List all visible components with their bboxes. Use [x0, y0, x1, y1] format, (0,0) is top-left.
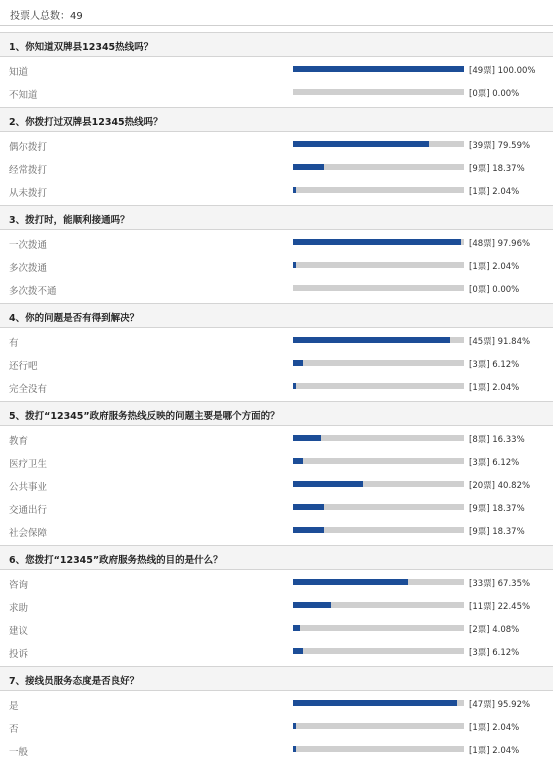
bar-fill [293, 579, 408, 585]
option-label: 是 [9, 701, 19, 712]
option-row [0, 376, 553, 399]
option-value: [20票] 40.82% [469, 481, 531, 491]
bar-fill [293, 458, 303, 464]
option-row [0, 716, 553, 739]
bar-track [293, 285, 464, 291]
question-header [0, 666, 553, 691]
option-row [0, 641, 553, 664]
option-row [0, 451, 553, 474]
option-row [0, 353, 553, 376]
option-value: [49票] 100.00% [469, 66, 536, 76]
bar-track [293, 746, 464, 752]
bar-track [293, 239, 464, 245]
option-value: [9票] 18.37% [469, 164, 525, 174]
option-value: [3票] 6.12% [469, 458, 520, 468]
option-label: 社会保障 [9, 528, 48, 539]
option-value: [1票] 2.04% [469, 187, 520, 197]
option-label: 还行吧 [9, 361, 38, 372]
bar-fill [293, 602, 331, 608]
bar-track [293, 458, 464, 464]
bar-track [293, 481, 464, 487]
option-value: [3票] 6.12% [469, 648, 520, 658]
option-label: 偶尔拨打 [9, 142, 48, 153]
question-header [0, 401, 553, 426]
option-label: 公共事业 [9, 482, 48, 493]
option-value: [39票] 79.59% [469, 141, 531, 151]
bar-fill [293, 504, 324, 510]
divider [0, 25, 553, 26]
option-label: 求助 [9, 603, 29, 614]
option-value: [9票] 18.37% [469, 527, 525, 537]
bar-fill [293, 648, 303, 654]
option-row [0, 278, 553, 301]
option-label: 投诉 [9, 649, 29, 660]
option-row [0, 618, 553, 641]
bar-fill [293, 723, 296, 729]
option-label: 完全没有 [9, 384, 48, 395]
bar-fill [293, 481, 363, 487]
option-value: [11票] 22.45% [469, 602, 531, 612]
bar-track [293, 187, 464, 193]
bar-fill [293, 435, 321, 441]
question-title: 1、你知道双牌县12345热线吗？ [9, 42, 154, 53]
option-row [0, 474, 553, 497]
option-value: [8票] 16.33% [469, 435, 525, 445]
option-value: [1票] 2.04% [469, 746, 520, 756]
option-value: [45票] 91.84% [469, 337, 531, 347]
bar-track [293, 89, 464, 95]
option-row [0, 180, 553, 203]
bar-track [293, 625, 464, 631]
option-row [0, 739, 553, 762]
option-row [0, 497, 553, 520]
bar-fill [293, 239, 461, 245]
option-value: [2票] 4.08% [469, 625, 520, 635]
option-row [0, 134, 553, 157]
option-label: 建议 [9, 626, 29, 637]
option-row [0, 520, 553, 543]
option-label: 交通出行 [9, 505, 48, 516]
bar-track [293, 337, 464, 343]
option-row [0, 59, 553, 82]
option-value: [0票] 0.00% [469, 285, 520, 295]
option-row [0, 595, 553, 618]
question-header [0, 32, 553, 57]
bar-fill [293, 527, 324, 533]
option-value: [47票] 95.92% [469, 700, 531, 710]
bar-fill [293, 360, 303, 366]
option-label: 一般 [9, 747, 29, 758]
option-value: [33票] 67.35% [469, 579, 531, 589]
option-value: [3票] 6.12% [469, 360, 520, 370]
option-label: 从未拨打 [9, 188, 48, 199]
option-label: 有 [9, 338, 19, 349]
bar-track [293, 383, 464, 389]
bar-fill [293, 187, 296, 193]
option-value: [0票] 0.00% [469, 89, 520, 99]
bar-track [293, 602, 464, 608]
option-row [0, 255, 553, 278]
option-row [0, 232, 553, 255]
bar-track [293, 700, 464, 706]
bar-track [293, 579, 464, 585]
option-label: 教育 [9, 436, 29, 447]
total-voters: 投票人总数：49 [10, 11, 83, 22]
option-label: 不知道 [9, 90, 38, 101]
question-title: 3、拨打时，能顺利接通吗？ [9, 215, 130, 226]
question-header [0, 303, 553, 328]
option-value: [48票] 97.96% [469, 239, 531, 249]
option-label: 多次拨通 [9, 263, 48, 274]
bar-fill [293, 625, 300, 631]
option-label: 医疗卫生 [9, 459, 48, 470]
question-title: 7、接线员服务态度是否良好？ [9, 676, 140, 687]
bar-track [293, 141, 464, 147]
bar-fill [293, 700, 457, 706]
option-row [0, 330, 553, 353]
option-row [0, 82, 553, 105]
option-value: [1票] 2.04% [469, 262, 520, 272]
option-value: [1票] 2.04% [469, 383, 520, 393]
option-row [0, 428, 553, 451]
option-label: 咨询 [9, 580, 29, 591]
option-label: 多次拨不通 [9, 286, 57, 297]
bar-fill [293, 337, 450, 343]
question-header [0, 205, 553, 230]
bar-track [293, 360, 464, 366]
question-title: 5、拨打“12345”政府服务热线反映的问题主要是哪个方面的？ [9, 411, 280, 422]
question-header [0, 107, 553, 132]
bar-track [293, 504, 464, 510]
option-row [0, 572, 553, 595]
option-row [0, 693, 553, 716]
bar-fill [293, 164, 324, 170]
option-value: [1票] 2.04% [469, 723, 520, 733]
question-title: 4、你的问题是否有得到解决？ [9, 313, 140, 324]
bar-fill [293, 262, 296, 268]
bar-fill [293, 141, 429, 147]
option-value: [9票] 18.37% [469, 504, 525, 514]
bar-track [293, 527, 464, 533]
bar-track [293, 262, 464, 268]
bar-fill [293, 66, 464, 72]
bar-fill [293, 383, 296, 389]
question-header [0, 545, 553, 570]
bar-track [293, 66, 464, 72]
option-label: 经常拨打 [9, 165, 48, 176]
option-label: 一次拨通 [9, 240, 48, 251]
bar-track [293, 435, 464, 441]
bar-track [293, 723, 464, 729]
option-label: 否 [9, 724, 19, 735]
question-title: 2、你拨打过双牌县12345热线吗？ [9, 117, 163, 128]
question-title: 6、您拨打“12345”政府服务热线的目的是什么？ [9, 555, 223, 566]
bar-track [293, 648, 464, 654]
option-label: 知道 [9, 67, 29, 78]
option-row [0, 157, 553, 180]
bar-track [293, 164, 464, 170]
bar-fill [293, 746, 296, 752]
